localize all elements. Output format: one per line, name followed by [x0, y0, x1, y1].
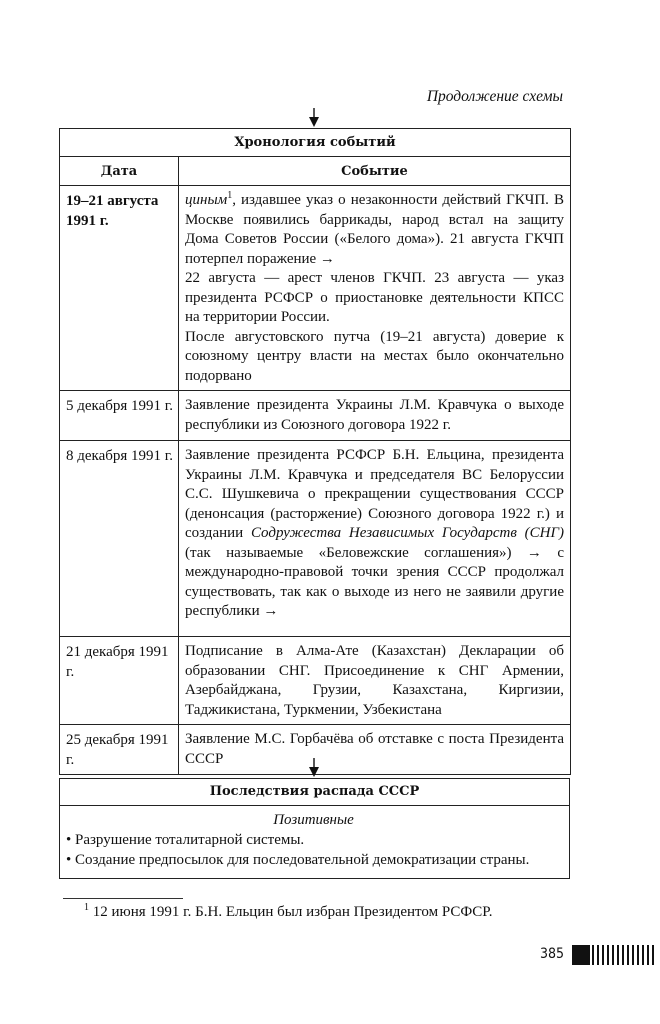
consequences-subtitle: Позитивные [273, 812, 354, 828]
column-header-event: Событие [179, 157, 571, 186]
column-header-date: Дата [60, 157, 179, 186]
continuation-label: Продолжение схемы [426, 88, 563, 105]
event-text: После августовского путча (19–21 августа) доверие к союзному центру власти на местах было окончательно подорвано [185, 328, 564, 384]
row-date: 5 декабря 1991 г. [60, 391, 179, 441]
footnote-number: 1 [84, 902, 89, 913]
page-edge-marker [572, 945, 660, 965]
page-number: 385 [540, 946, 565, 962]
row-date: 19–21 августа 1991 г. [60, 186, 179, 391]
row-event [179, 441, 571, 637]
arrow-down-icon [308, 108, 320, 128]
footnote-ref: 1 [227, 190, 233, 201]
event-italic: Содружества Независимых Государств (СНГ) [250, 525, 565, 541]
table-row [60, 637, 571, 725]
table-row [60, 441, 571, 637]
footnote [84, 904, 492, 921]
footnote-text: 12 июня 1991 г. Б.Н. Ельцин был избран Президентом РСФСР. [89, 904, 493, 920]
row-date: 25 декабря 1991 г. [60, 725, 179, 775]
table-row [60, 186, 571, 391]
chronology-table [59, 128, 571, 775]
row-event: Заявление М.С. Горбачёва об отставке с поста Президента СССР [179, 725, 571, 775]
row-date: 21 декабря 1991 г. [60, 637, 179, 725]
event-text: (так называемые «Беловежские соглашения») → с международно-правовой точки зрения СССР продолжал существовать, так как о выходе из него не заявили другие республики → [185, 544, 564, 619]
row-event [179, 186, 571, 391]
consequences-box [59, 778, 570, 879]
list-item: • Разрушение тоталитарной системы. [66, 832, 305, 848]
table-row [60, 391, 571, 441]
chronology-title: Хронология событий [60, 129, 571, 157]
event-text: 22 августа — арест членов ГКЧП. 23 августа — указ президента РСФСР о приостановке деятельности КПСС на территории России. [185, 270, 564, 325]
footnote-divider [63, 898, 183, 899]
row-event: Подписание в Алма-Ате (Казахстан) Декларации об образовании СНГ. Присоединение к СНГ Армении, Азербайджана, Грузии, Казахстана, Киргизии, Таджикистана, Туркмении, Узбекистана [179, 637, 571, 725]
row-event: Заявление президента Украины Л.М. Кравчука о выходе республики из Союзного договора 1922 г. [179, 391, 571, 441]
event-italic: циным [185, 192, 228, 208]
event-text: , издавшее указ о незаконности действий ГКЧП. В Москве появились баррикады, народ встал на защиту Дома Советов России («Белого дома»). 21 августа ГКЧП потерпел поражение → [185, 192, 564, 267]
row-date: 8 декабря 1991 г. [60, 441, 179, 637]
list-item: • Создание предпосылок для последовательной демократизации страны. [66, 852, 530, 868]
consequences-title: Последствия распада СССР [60, 779, 569, 806]
event-text: Заявление президента РСФСР Б.Н. Ельцина, президента Украины Л.М. Кравчука и председателя ВС Белоруссии С.С. Шушкевича о прекращении существования СССР (денонсация (расторжение) Союзного договора 1922 г.) и создании [185, 447, 564, 541]
arrow-down-icon [308, 758, 320, 778]
